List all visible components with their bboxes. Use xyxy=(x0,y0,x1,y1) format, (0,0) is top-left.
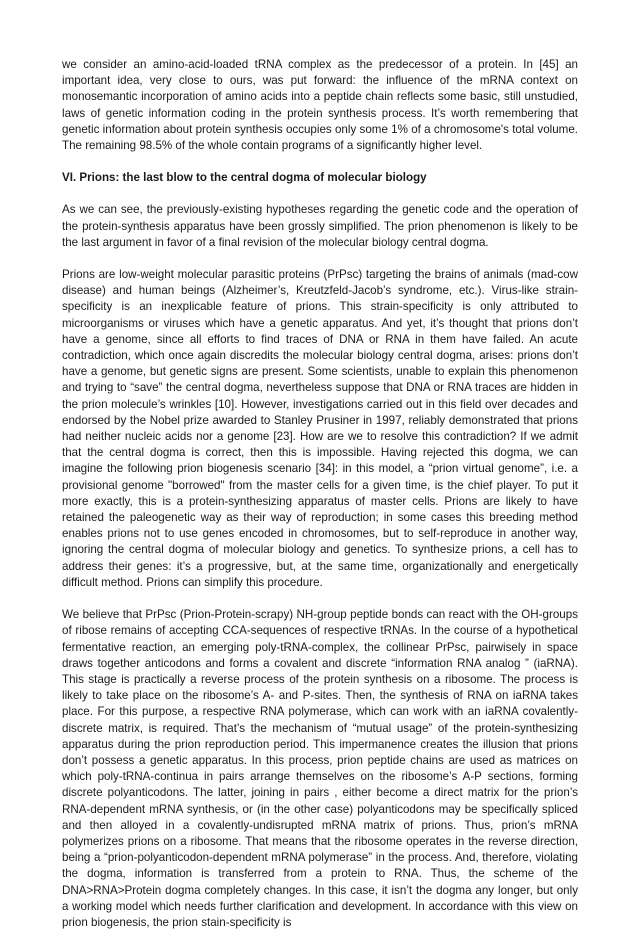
paragraph-2: Prions are low-weight molecular parasitic proteins (PrPsc) targeting the brains of animals (mad-cow disease) and human beings (Alzheimer’s, Kreutzfeld-Jacob’s syndrome, etc.). Virus-like strain-specificity is an inexplicable feature of prions. This strain-specificity is only attributed to microorganisms or viruses which have a genetic apparatus. And yet, it’s thought that prions don’t have a genome, since all efforts to find traces of DNA or RNA in them have failed. An acute contradiction, which once again discredits the molecular biology central dogma, arises: prions don’t have a genome, but genetic signs are present. Some scientists, unable to explain this phenomenon and trying to “save” the central dogma, nevertheless suppose that DNA or RNA traces are hidden in the prion molecule’s wrinkles [10]. However, investigations carried out in this field over decades and endorsed by the Nobel prize awarded to Stanley Prusiner in 1997, reliably demonstrated that prions had neither nucleic acids nor a genome [23]. How are we to resolve this contradiction? If we admit that the central dogma is correct, then this is impossible. Having rejected this dogma, we can imagine the following prion biogenesis scenario [34]: in this model, a “prion virtual genome”, i.e. a provisional genome "borrowed" from the master cells for a given time, is the chief player. To put it more exactly, this is a protein-synthesizing apparatus of master cells. Prions are likely to have retained the paleogenetic way as their way of reproduction; in some cases this breeding method enables prions not to use genes encoded in chromosomes, but to self-reproduce in another way, ignoring the central dogma of molecular biology and genetics. To synthesize prions, a cell has to address their genes: it’s a progressive, but, at the same time, organizationally and energetically difficult method. Prions can simplify this procedure. xyxy=(62,268,578,589)
paragraph-3: We believe that PrPsc (Prion-Protein-scrapy) NH-group peptide bonds can react with the OH-groups of ribose remains of accepting CCA-sequences of respective tRNAs. In the course of a hypothetical fermentative reaction, an emerging poly-tRNA-complex, the collinear PrPsc, pairwisely in space draws together anticodons and forms a covalent and discrete “information RNA analog ” (iaRNA). This stage is practically a reverse process of the protein synthesis on a ribosome. The process is likely to take place on the ribosome’s A- and P-sites. Then, the synthesis of RNA on iaRNA takes place. For this purpose, a respective RNA polymerase, which can work with an iaRNA covalently-discrete matrix, is required. That’s the mechanism of “mutual usage” of the protein-synthesizing apparatus during the prion reproduction period. This impermanence creates the illusion that prions don’t possess a genetic apparatus. In this process, prion peptide chains are used as matrices on which poly-tRNA-continua in pairs arrange themselves on the ribosome’s A-P sections, forming discrete polyanticodons. The latter, joining in pairs , either become a direct matrix for the prion’s RNA-dependent mRNA synthesis, or (in the other case) polyanticodons may be specifically spliced and then alloyed in a covalently-undisrupted mRNA matrix of prions. Thus, prion’s mRNA polymerizes prions on a ribosome. That means that the ribosome operates in the reverse direction, being a “prion-polyanticodon-dependent mRNA polymerase” in the process. And, therefore, violating the dogma, information is transferred from a protein to RNA. Thus, the scheme of the DNA>RNA>Protein dogma completely changes. In this case, it isn’t the dogma any longer, but only a working model which needs further clarification and development. In accordance with this view on prion biogenesis, the prion stain-specificity is xyxy=(62,608,578,929)
paragraph-1: As we can see, the previously-existing hypotheses regarding the genetic code and the operation of the protein-synthesis apparatus have been grossly simplified. The prion phenomenon is likely to be the last argument in favor of a final revision of the molecular biology central dogma. xyxy=(62,203,578,249)
paragraph-intro: we consider an amino-acid-loaded tRNA complex as the predecessor of a protein. In [45] an important idea, very close to ours, was put forward: the influence of the mRNA context on monosemantic incorporation of amino acids into a peptide chain reflects some basic, still unstudied, laws of genetic information coding in the protein synthesis process. It’s worth remembering that genetic information about protein synthesis occupies only some 1% of a chromosome's total volume. The remaining 98.5% of the whole contain programs of a significantly higher level. xyxy=(62,58,578,153)
paper-page xyxy=(62,57,578,947)
section-heading: VI. Prions: the last blow to the central dogma of molecular biology xyxy=(62,171,427,185)
